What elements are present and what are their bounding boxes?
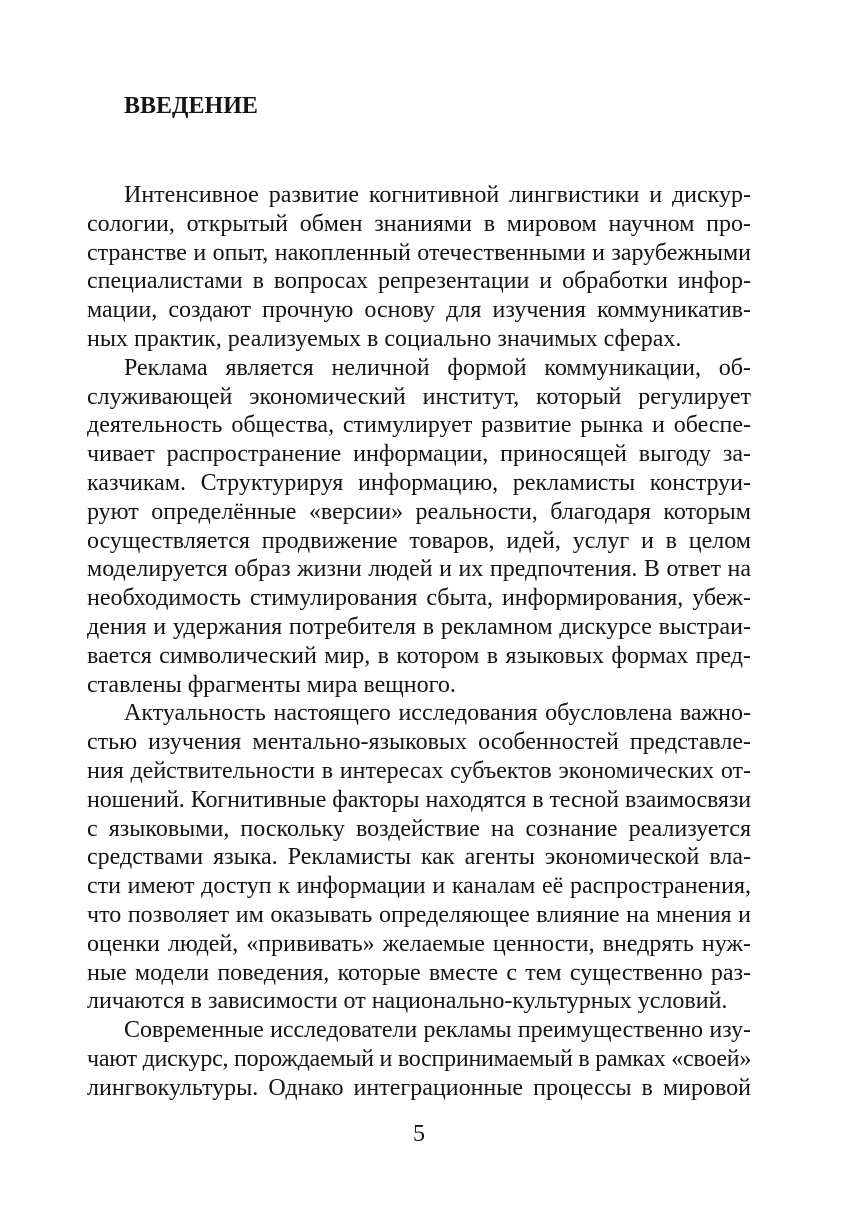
paragraph	[87, 1016, 751, 1102]
text-line: служивающей экономический институт, который регулирует	[87, 383, 751, 410]
text-line: странстве и опыт, накопленный отечественными и зарубежными	[87, 239, 751, 266]
paragraph	[87, 181, 751, 354]
text-line: дения и удержания потребителя в рекламном дискурсе выстраи-	[87, 613, 751, 640]
text-line: чают дискурс, порождаемый и воспринимаемый в рамках «своей»	[87, 1045, 752, 1072]
text-line: сологии, открытый обмен знаниями в мировом научном про-	[87, 210, 751, 237]
text-line: Реклама является неличной формой коммуникации, об-	[124, 354, 751, 381]
text-line: деятельность общества, стимулирует развитие рынка и обеспе-	[87, 412, 751, 439]
text-line: средствами языка. Рекламисты как агенты экономической вла-	[87, 844, 751, 871]
paragraph	[87, 699, 751, 1016]
body-text	[87, 181, 751, 1103]
text-line: Современные исследователи рекламы преимущественно изу-	[124, 1017, 751, 1044]
text-line: руют определённые «версии» реальности, благодаря которым	[87, 498, 751, 525]
section-heading: ВВЕДЕНИЕ	[124, 93, 258, 119]
text-line: ношений. Когнитивные факторы находятся в тесной взаимосвязи	[87, 786, 751, 813]
text-line: казчикам. Структурируя информацию, рекламисты конструи-	[87, 469, 751, 496]
text-line: моделируется образ жизни людей и их предпочтения. В ответ на	[87, 556, 751, 583]
text-line: необходимость стимулирования сбыта, информирования, убеж-	[87, 585, 751, 612]
text-line: специалистами в вопросах репрезентации и обработки инфор-	[87, 268, 751, 295]
text-line: Интенсивное развитие когнитивной лингвистики и дискур-	[124, 182, 751, 208]
text-line: Актуальность настоящего исследования обусловлена важно-	[124, 700, 751, 727]
text-line: личаются в зависимости от национально-культурных условий.	[87, 988, 728, 1015]
text-line: оценки людей, «прививать» желаемые ценности, внедрять нуж-	[87, 930, 751, 957]
text-line: с языковыми, поскольку воздействие на сознание реализуется	[87, 815, 751, 842]
text-line: мации, создают прочную основу для изучения коммуникатив-	[87, 297, 751, 324]
text-line: чивает распространение информации, приносящей выгоду за-	[87, 441, 751, 468]
text-line: ния действительности в интересах субъектов экономических от-	[87, 757, 751, 784]
text-line: сти имеют доступ к информации и каналам её распространения,	[87, 873, 751, 900]
text-line: стью изучения ментально-языковых особенностей представле-	[87, 729, 751, 756]
page-number: 5	[413, 1121, 425, 1147]
text-line: осуществляется продвижение товаров, идей, услуг и в целом	[87, 527, 751, 554]
text-line: ных практик, реализуемых в социально значимых сферах.	[87, 325, 682, 352]
paragraph	[87, 354, 751, 700]
text-line: что позволяет им оказывать определяющее влияние на мнения и	[87, 901, 751, 928]
text-line: лингвокультуры. Однако интеграционные процессы в мировой	[87, 1074, 751, 1101]
text-line: ные модели поведения, которые вместе с тем существенно раз-	[87, 959, 751, 986]
text-line: вается символический мир, в котором в языковых формах пред-	[87, 642, 751, 669]
text-line: ставлены фрагменты мира вещного.	[87, 671, 456, 698]
